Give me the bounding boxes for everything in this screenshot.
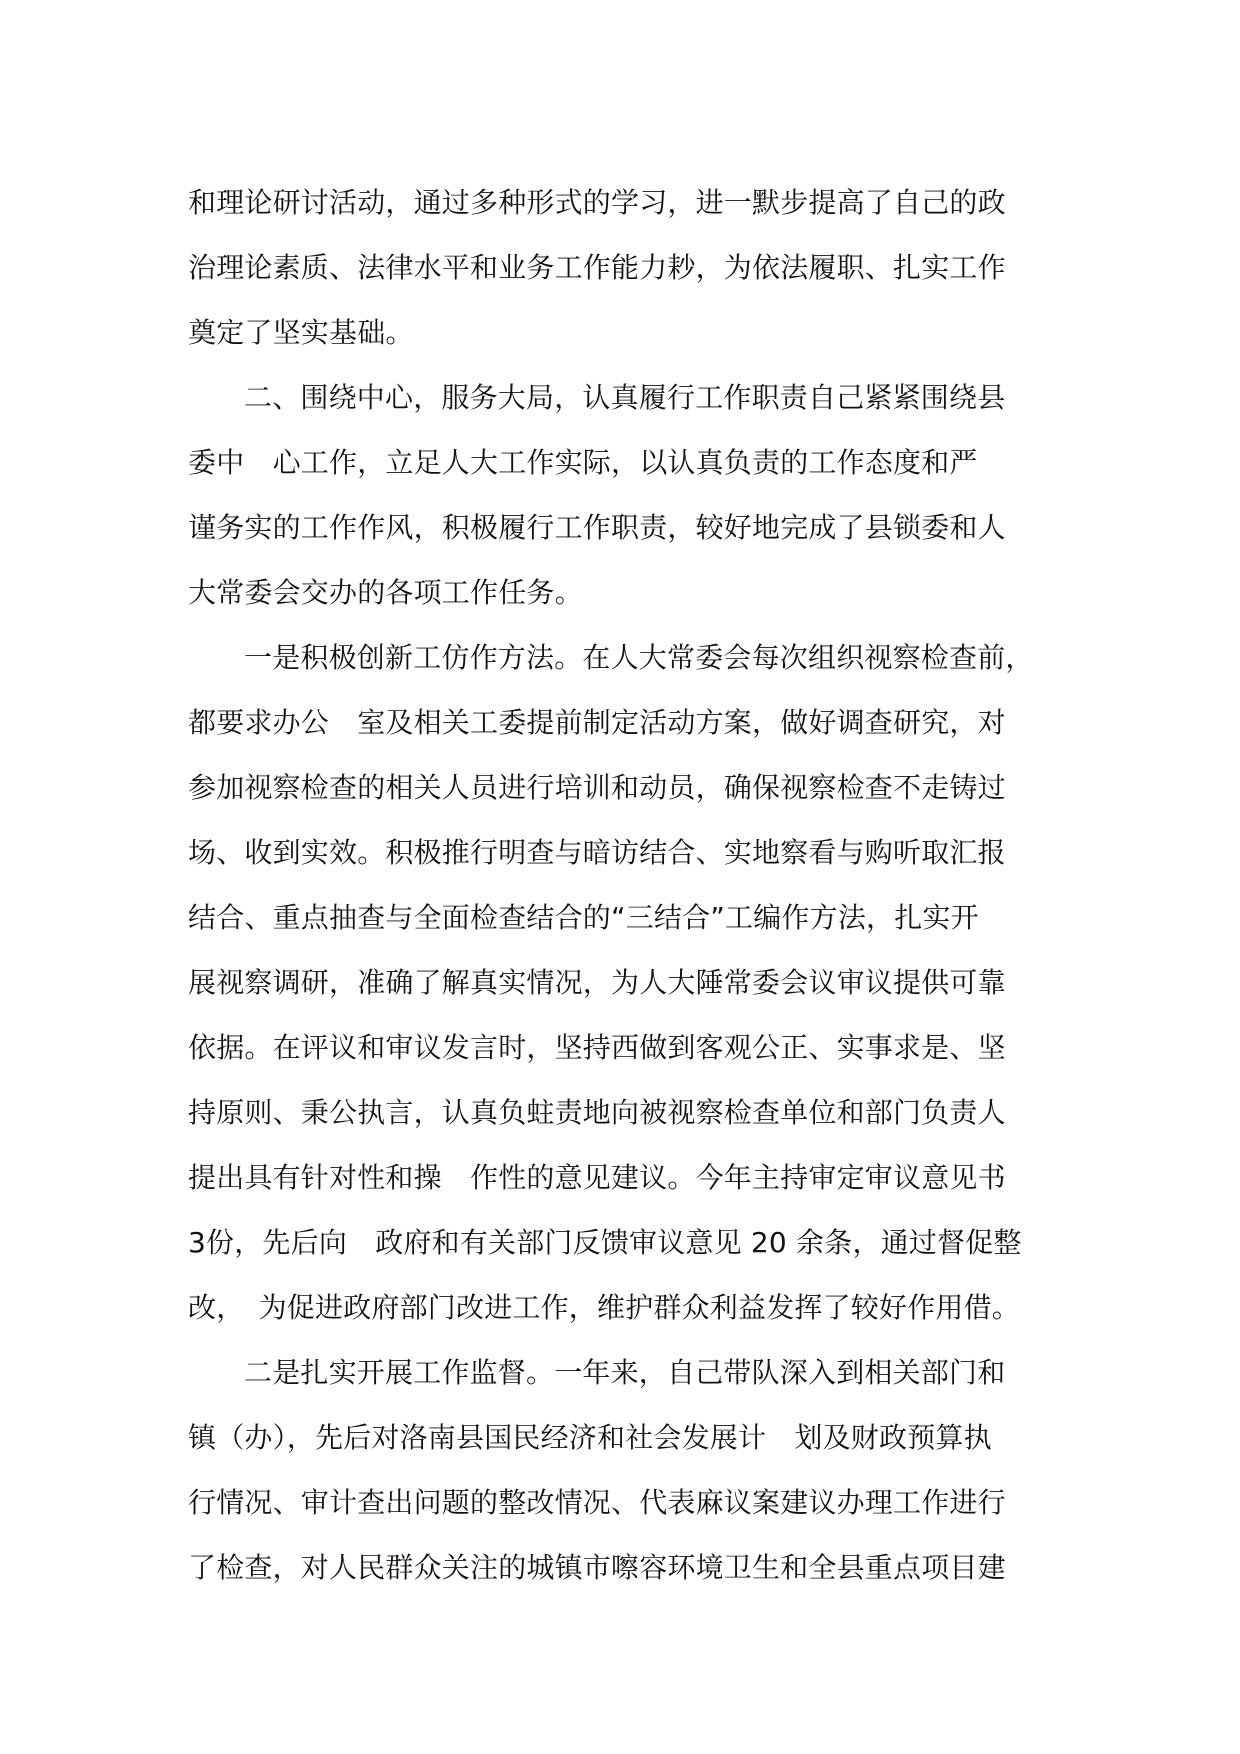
text-line: 展视察调研，准确了解真实情况，为人大陲常委会议审议提供可靠 xyxy=(188,966,1006,999)
text-line: 镇（办），先后对洛南县国民经济和社会发展计 划及财政预算执 xyxy=(188,1421,992,1454)
text-line: 依据。在评议和审议发言时，坚持西做到客观公正、实事求是、坚 xyxy=(188,1031,1006,1064)
text-line: 行情况、审计查出问题的整改情况、代表麻议案建议办理工作进行 xyxy=(188,1486,1006,1519)
text-line: 奠定了坚实基础。 xyxy=(188,316,414,349)
text-line: 了检查，对人民群众关注的城镇市嚓容环境卫生和全县重点项目建 xyxy=(188,1551,1006,1584)
text-line: 提出具有针对性和操 作性的意见建议。今年主持审定审议意见书 xyxy=(188,1161,1006,1194)
text-line: 治理论素质、法律水平和业务工作能力耖，为依法履职、扎实工作 xyxy=(188,251,1006,284)
section-heading-line: 二、围绕中心，服务大局，认真履行工作职责自己紧紧围绕县 xyxy=(244,381,1006,414)
text-line: 持原则、秉公执言，认真负蛀责地向被视察检查单位和部门负责人 xyxy=(188,1096,1006,1129)
text-line: 结合、重点抽查与全面检查结合的“三结合”工编作方法，扎实开 xyxy=(188,901,979,934)
text-line: 3份，先后向 政府和有关部门反馈审议意见 20 余条，通过督促整 xyxy=(188,1226,1022,1259)
text-line: 改， 为促进政府部门改进工作，维护群众利益发挥了较好作用借。 xyxy=(188,1291,1021,1324)
document-body xyxy=(188,170,1088,1600)
text-line: 都要求办公 室及相关工委提前制定活动方案，做好调查研究，对 xyxy=(188,706,1006,739)
text-line: 委中 心工作，立足人大工作实际，以认真负责的工作态度和严 xyxy=(188,446,978,479)
text-line: 场、收到实效。积极推行明查与暗访结合、实地察看与购听取汇报 xyxy=(188,836,1006,869)
text-line: 大常委会交办的各项工作任务。 xyxy=(188,576,583,609)
text-line: 参加视察检查的相关人员进行培训和动员，确保视察检查不走铸过 xyxy=(188,771,1006,804)
text-line: 谨务实的工作作风，积极履行工作职责，较好地完成了县锁委和人 xyxy=(188,511,1006,544)
text-line: 和理论研讨活动，通过多种形式的学习，进一默步提高了自己的政 xyxy=(188,186,1006,219)
paragraph-start-line: 一是积极创新工仿作方法。在人大常委会每次组织视察检查前， xyxy=(244,641,1034,674)
paragraph-start-line: 二是扎实开展工作监督。一年来，自己带队深入到相关部门和 xyxy=(244,1356,1006,1389)
